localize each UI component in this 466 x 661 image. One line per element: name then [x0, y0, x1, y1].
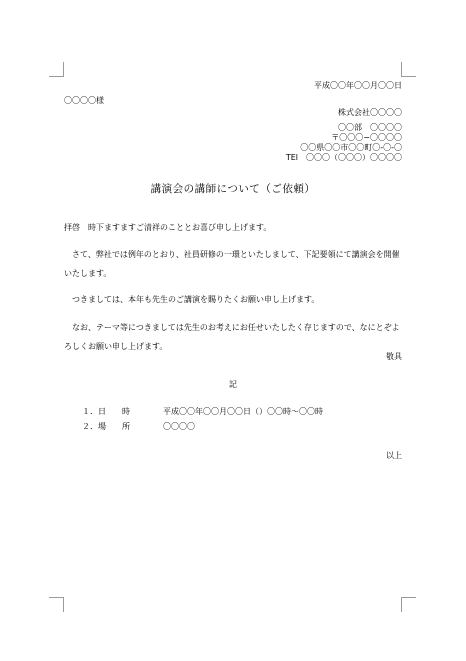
sender-address: 〇〇県〇〇市〇〇町〇-〇-〇: [300, 143, 402, 152]
sender-department: 〇〇部 〇〇〇〇: [338, 123, 402, 132]
item-label-datetime: １．日 時: [82, 407, 130, 416]
body-paragraph-1: さて、弊社では例年のとおり、社員研修の一環といたしまして、下記要領にて講演会を開催いたします。: [64, 250, 400, 278]
item-value-datetime: 平成〇〇年〇〇月〇〇日（）〇〇時〜〇〇時: [163, 407, 323, 416]
sender-company: 株式会社〇〇〇〇: [338, 108, 402, 117]
crop-mark-bottom-left: [49, 597, 64, 612]
recipient-name: 〇〇〇〇様: [64, 96, 104, 105]
letter-date: 平成〇〇年〇〇月〇〇日: [314, 81, 402, 90]
crop-mark-top-left: [49, 62, 64, 77]
greeting-line: 拝啓 時下ますますご清祥のこととお喜び申し上げます。: [64, 223, 272, 232]
crop-mark-bottom-right: [401, 597, 416, 612]
sender-tel: TEl 〇〇〇（〇〇〇）〇〇〇〇: [285, 153, 402, 162]
item-label-place: ２．場 所: [82, 422, 130, 431]
letter-title: 講演会の講師について（ご依頼）: [150, 183, 316, 195]
crop-mark-top-right: [401, 62, 416, 77]
ki-heading: 記: [229, 380, 237, 389]
closing-keigu: 敬具: [386, 352, 402, 361]
item-value-place: 〇〇〇〇: [163, 422, 195, 431]
body-paragraph-2: つきましては、本年も先生のご講演を賜りたくお願い申し上げます。: [64, 295, 320, 304]
sender-postal: 〒〇〇〇−〇〇〇〇: [331, 133, 402, 142]
body-paragraph-3: なお、テーマ等につきましては先生のお考えにお任せいたしたく存じますので、なにとぞよろしくお願い申し上げます。: [64, 323, 400, 351]
closing-ijou: 以上: [386, 451, 402, 460]
